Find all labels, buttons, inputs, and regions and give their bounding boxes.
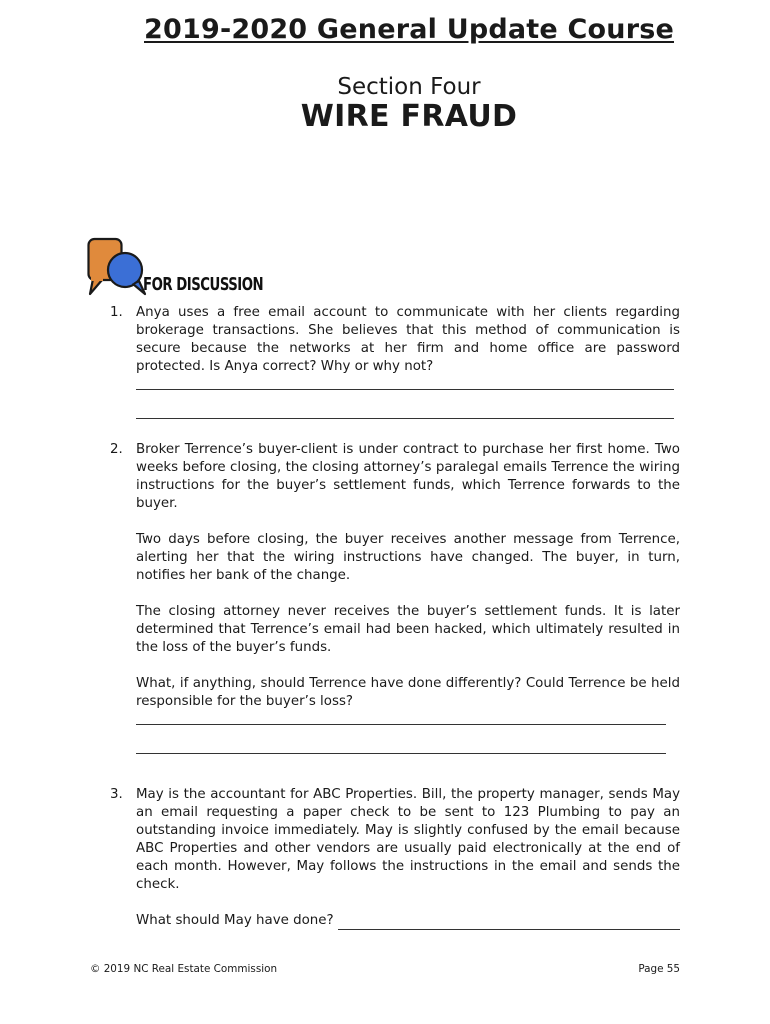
question-prompt: What should May have done?: [136, 913, 334, 928]
answer-line[interactable]: [136, 753, 666, 754]
answer-line[interactable]: [136, 724, 666, 725]
section-name: WIRE FRAUD: [300, 99, 518, 134]
question-number: 3.: [110, 787, 123, 802]
question-text: The closing attorney never receives the buyer’s settlement funds. It is later determined that Terrence’s email had been hacked, which ultimately resulted in the loss of the buyer’s funds.: [136, 604, 680, 655]
question-text: May is the accountant for ABC Properties. Bill, the property manager, sends May an email requesting a paper check to be sent to 123 Plumbing to pay an outstanding invoice immediately. May is slightly confused by the email because ABC Properties and other vendors are usually paid electronically at the end of each month. However, May follows the instructions in the email and sends the check.: [136, 787, 680, 892]
question-text: Two days before closing, the buyer receives another message from Terrence, alerting her that the wiring instructions have changed. The buyer, in turn, notifies her bank of the change.: [136, 532, 680, 583]
question-2: [108, 441, 680, 754]
discussion-label: FOR DISCUSSION: [143, 274, 264, 295]
question-text: Broker Terrence’s buyer-client is under contract to purchase her first home. Two weeks before closing, the closing attorney’s paralegal emails Terrence the wiring instructions for the buyer’s settlement funds, which Terrence forwards to the buyer.: [136, 442, 680, 511]
answer-line[interactable]: [136, 418, 674, 419]
question-number: 1.: [110, 305, 123, 320]
course-title: 2019-2020 General Update Course: [144, 14, 674, 45]
page-number: Page 55: [638, 963, 680, 975]
question-text: What, if anything, should Terrence have done differently? Could Terrence be held responsible for the buyer’s loss?: [136, 676, 680, 709]
question-text: Anya uses a free email account to communicate with her clients regarding brokerage transactions. She believes that this method of communication is secure because the networks at her firm and home office are password protected. Is Anya correct? Why or why not?: [136, 305, 680, 374]
question-1: [108, 304, 680, 419]
speech-bubbles-icon: [87, 236, 147, 298]
question-prompt-row: [136, 912, 680, 930]
section-label: Section Four: [337, 74, 481, 100]
question-number: 2.: [110, 442, 123, 457]
discussion-header: [87, 236, 347, 300]
question-3: [108, 786, 680, 930]
question-list: [108, 304, 680, 930]
footer-copyright: © 2019 NC Real Estate Commission: [90, 963, 278, 975]
answer-line[interactable]: [338, 916, 680, 930]
answer-line[interactable]: [136, 389, 674, 390]
